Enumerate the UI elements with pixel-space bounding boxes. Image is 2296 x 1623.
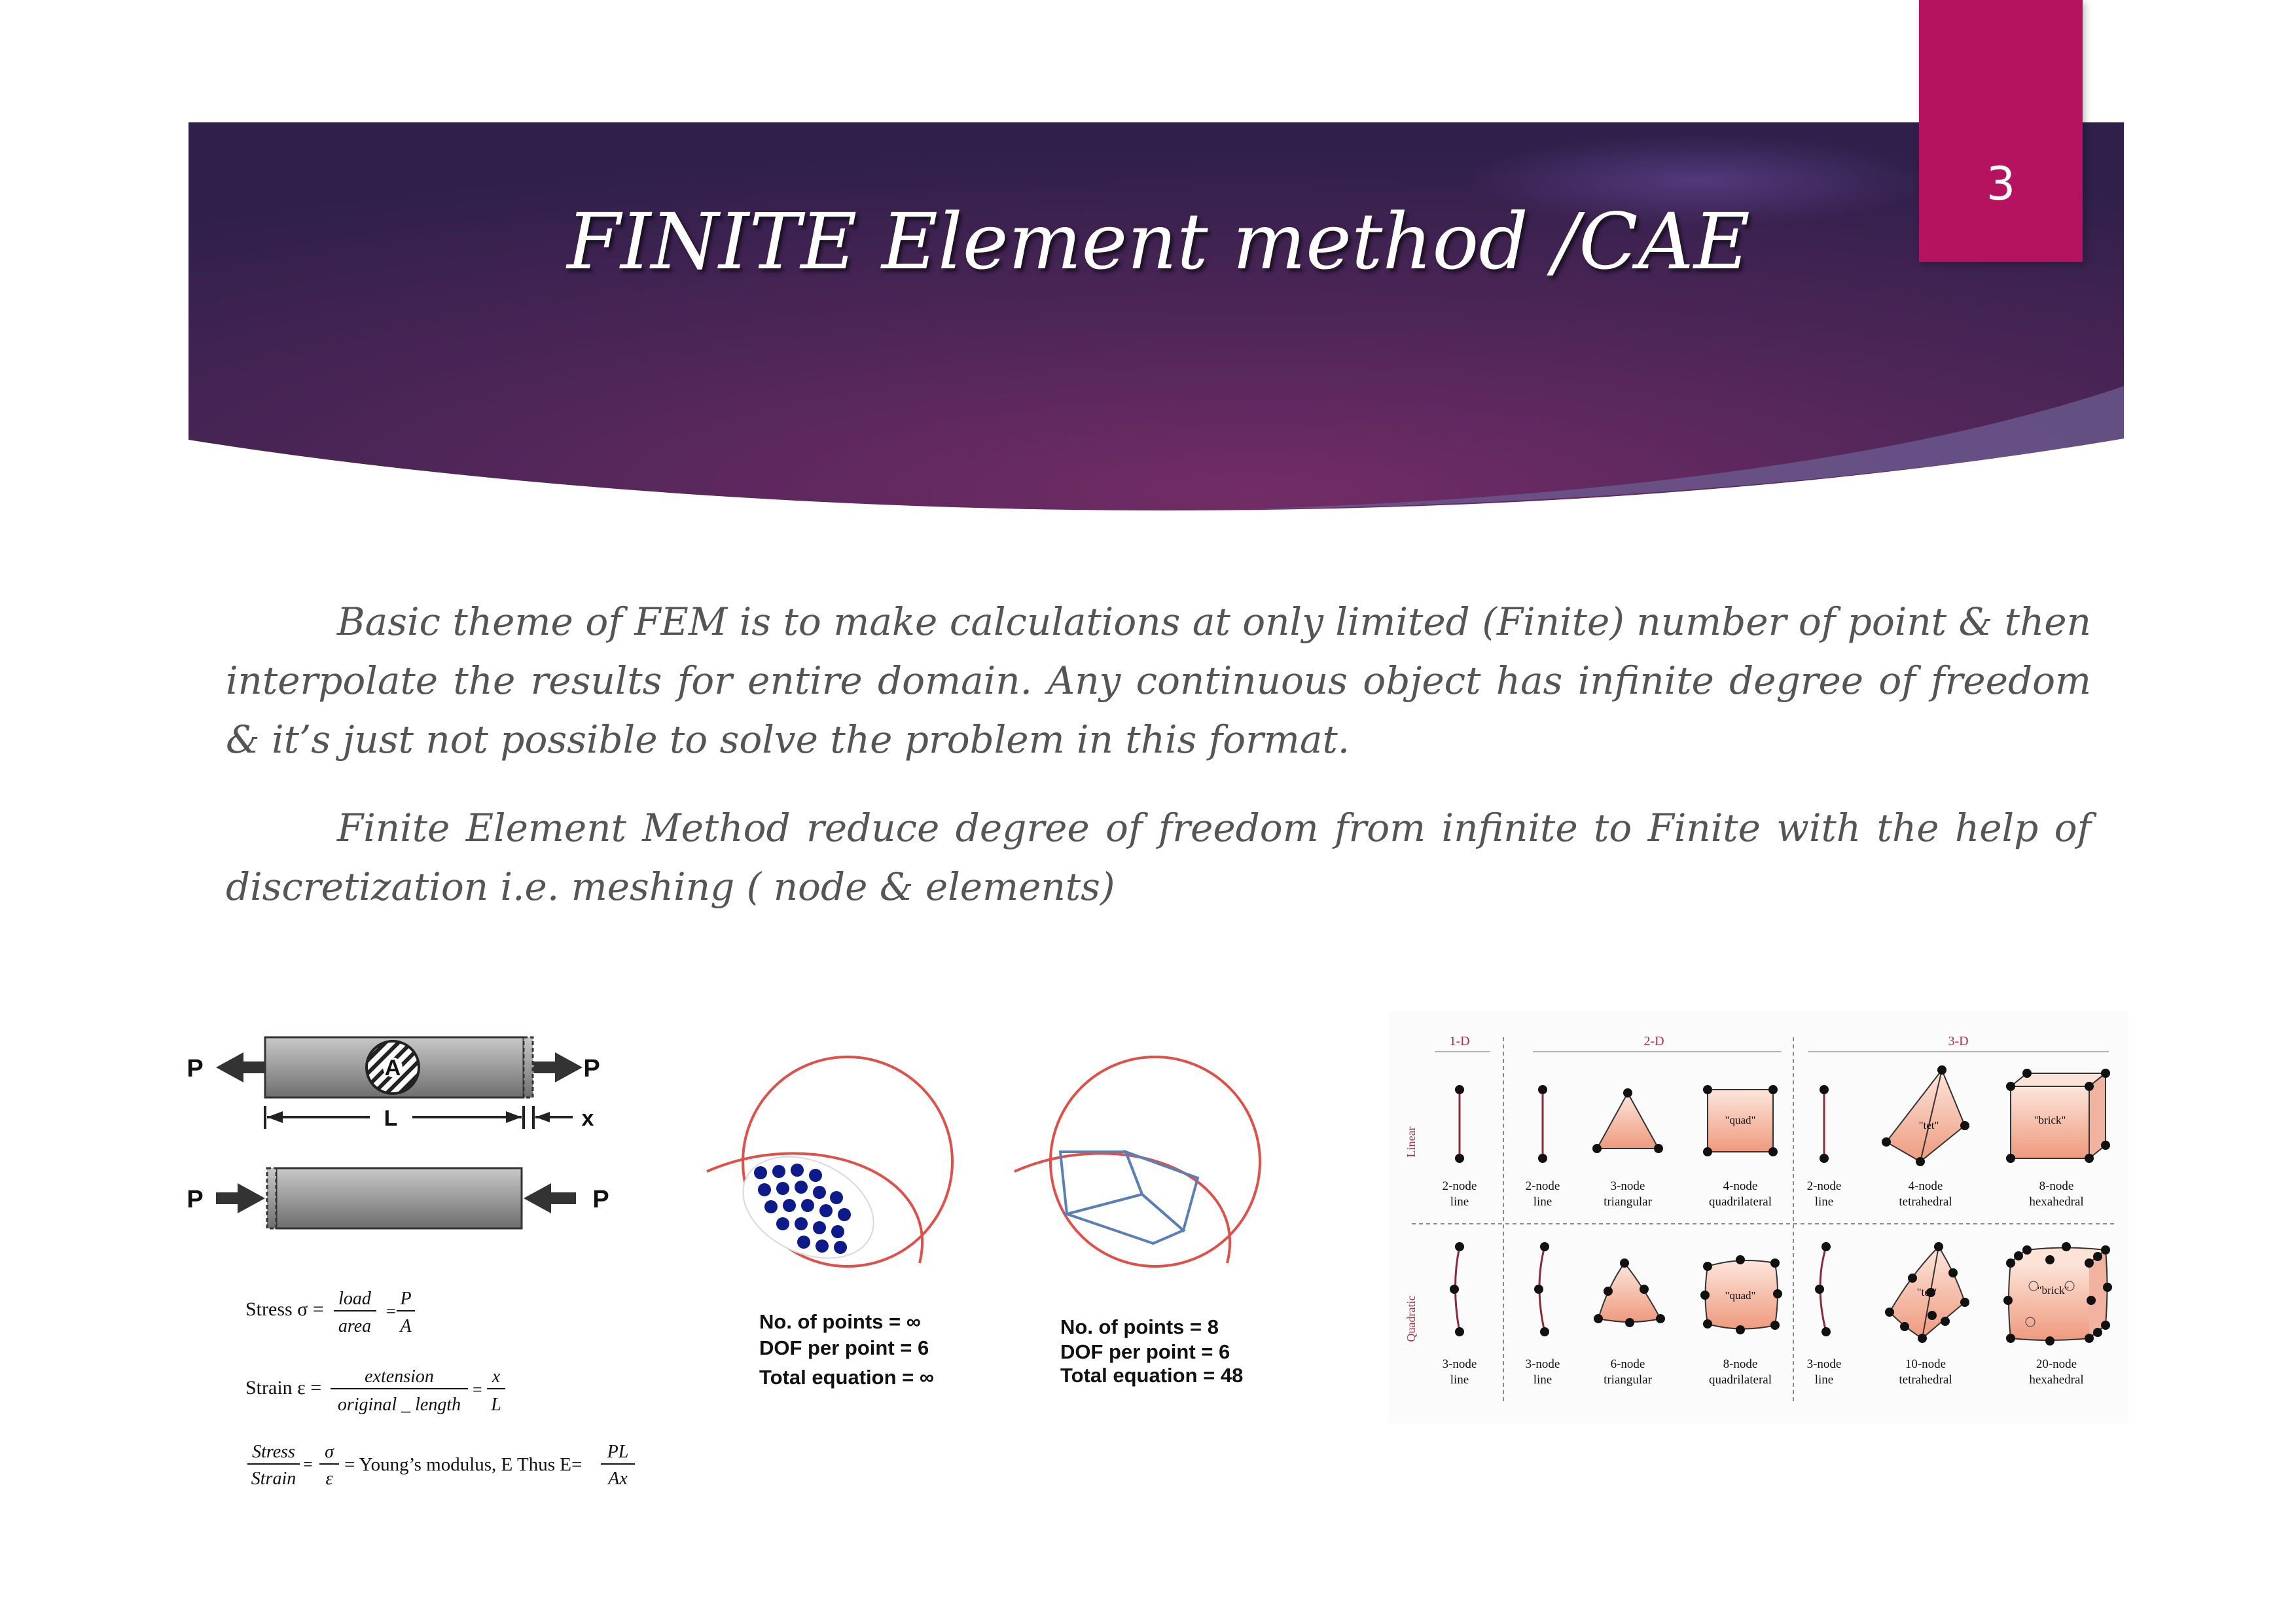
svg-text:"quad": "quad" xyxy=(1725,1114,1756,1126)
svg-text:hexahedral: hexahedral xyxy=(2029,1195,2084,1209)
svg-text:10-node: 10-node xyxy=(1905,1357,1946,1371)
svg-text:8-node: 8-node xyxy=(2039,1179,2074,1193)
mesh-elements xyxy=(1060,1152,1198,1243)
svg-text:2-node: 2-node xyxy=(1806,1179,1842,1193)
svg-text:3-node: 3-node xyxy=(1806,1357,1842,1371)
ym-numerator: Stress xyxy=(252,1442,295,1462)
svg-text:6-node: 6-node xyxy=(1610,1357,1645,1371)
force-arrow-right xyxy=(533,1052,583,1082)
stress-numerator-2: P xyxy=(400,1289,412,1309)
svg-text:line: line xyxy=(1533,1373,1552,1387)
stress-denominator-2: A xyxy=(400,1316,412,1336)
force-label: P xyxy=(187,1055,204,1082)
discrete-equations-text: Total equation = 48 xyxy=(1060,1364,1244,1387)
force-arrow-right xyxy=(524,1183,576,1213)
element-quadratic-3d-line xyxy=(1807,1242,1842,1387)
svg-text:tetrahedral: tetrahedral xyxy=(1899,1373,1952,1387)
element-linear-1d-line xyxy=(1443,1085,1477,1209)
length-label: L xyxy=(384,1106,398,1131)
force-arrow-left xyxy=(216,1052,265,1082)
svg-text:4-node: 4-node xyxy=(1723,1179,1758,1193)
stress-denominator: area xyxy=(338,1316,372,1336)
element-quadratic-1d-line xyxy=(1443,1242,1477,1387)
bar-tension-figure xyxy=(187,1037,600,1131)
svg-text:"brick": "brick" xyxy=(2034,1114,2066,1126)
svg-text:tetrahedral: tetrahedral xyxy=(1899,1195,1952,1209)
area-label: A xyxy=(384,1056,401,1080)
bar-compression-figure xyxy=(187,1168,609,1228)
header-2d: 2-D xyxy=(1643,1034,1664,1048)
element-quadratic-brick xyxy=(2003,1242,2112,1387)
svg-text:"tet": "tet" xyxy=(1918,1119,1939,1132)
element-linear-3d-line xyxy=(1807,1085,1842,1209)
element-linear-quad xyxy=(1703,1085,1778,1209)
row-label-linear: Linear xyxy=(1405,1126,1418,1158)
svg-text:triangular: triangular xyxy=(1604,1195,1652,1209)
svg-text:3-node: 3-node xyxy=(1442,1357,1477,1371)
header-3d: 3-D xyxy=(1948,1034,1969,1048)
svg-text:"quad": "quad" xyxy=(1725,1289,1756,1302)
stress-numerator: load xyxy=(338,1289,371,1309)
element-linear-brick xyxy=(2006,1069,2110,1209)
force-label: P xyxy=(583,1055,600,1082)
discrete-points-text: No. of points = 8 xyxy=(1060,1315,1219,1338)
svg-text:quadrilateral: quadrilateral xyxy=(1708,1373,1772,1387)
stress-strain-equations xyxy=(245,1289,635,1489)
discrete-dof-text: DOF per point = 6 xyxy=(1060,1340,1230,1363)
element-linear-triangle xyxy=(1592,1088,1663,1209)
element-quadratic-triangle xyxy=(1594,1258,1665,1387)
continuous-domain-figure xyxy=(707,1057,952,1389)
svg-text:8-node: 8-node xyxy=(1723,1357,1758,1371)
svg-text:3-node: 3-node xyxy=(1525,1357,1560,1371)
strain-label: Strain ε = xyxy=(245,1377,322,1399)
continuous-points-text: No. of points = ∞ xyxy=(759,1310,921,1333)
element-types-figure xyxy=(1389,1011,2128,1423)
force-arrow-left xyxy=(216,1183,265,1213)
svg-text:2-node: 2-node xyxy=(1525,1179,1560,1193)
paragraph-text: Finite Element Method reduce degree of freedom from infinite to Finite with the help of discretization i.e. meshing ( node & elements) xyxy=(226,806,2091,909)
slide-title: FINITE Element method /CAE xyxy=(567,196,1750,287)
row-label-quadratic: Quadratic xyxy=(1405,1295,1418,1342)
svg-text:line: line xyxy=(1533,1195,1552,1209)
page-number: 3 xyxy=(1986,157,2016,211)
ym-numerator-3: PL xyxy=(607,1442,629,1462)
stress-label: Stress σ = xyxy=(245,1298,324,1320)
svg-text:line: line xyxy=(1814,1195,1834,1209)
youngs-modulus-text: = Young’s modulus, E Thus E= xyxy=(344,1454,583,1475)
svg-text:line: line xyxy=(1814,1373,1834,1387)
element-quadratic-tet xyxy=(1885,1242,1969,1387)
svg-text:=: = xyxy=(303,1455,313,1474)
extension-label: x xyxy=(581,1106,594,1131)
force-label: P xyxy=(187,1186,204,1213)
ym-numerator-2: σ xyxy=(325,1442,334,1462)
svg-text:4-node: 4-node xyxy=(1908,1179,1943,1193)
strain-numerator: extension xyxy=(365,1366,434,1387)
element-linear-tet xyxy=(1882,1065,1969,1209)
ym-denominator-3: Ax xyxy=(608,1469,628,1489)
svg-text:hexahedral: hexahedral xyxy=(2029,1373,2084,1387)
element-linear-2d-line xyxy=(1526,1085,1560,1209)
svg-text:20-node: 20-node xyxy=(2036,1357,2077,1371)
element-quadratic-quad xyxy=(1700,1255,1782,1387)
svg-text:quadrilateral: quadrilateral xyxy=(1708,1195,1772,1209)
paragraph-text: Basic theme of FEM is to make calculations at only limited (Finite) number of point & then interpolate the results for entire domain. Any continuous object has infinite degree of freedom & it’s just not possible to solve the problem in this format. xyxy=(226,599,2091,762)
svg-text:=: = xyxy=(473,1380,482,1399)
svg-text:2-node: 2-node xyxy=(1442,1179,1477,1193)
svg-text:line: line xyxy=(1450,1195,1469,1209)
header-1d: 1-D xyxy=(1449,1034,1470,1048)
strain-denominator: original _ length xyxy=(337,1395,461,1415)
element-quadratic-2d-line xyxy=(1526,1242,1560,1387)
ym-denominator-2: ε xyxy=(325,1469,333,1489)
svg-text:"brick": "brick" xyxy=(2037,1284,2070,1296)
strain-denominator-2: L xyxy=(491,1395,501,1415)
svg-text:=: = xyxy=(386,1302,396,1321)
svg-text:3-node: 3-node xyxy=(1610,1179,1645,1193)
svg-text:triangular: triangular xyxy=(1604,1373,1652,1387)
force-label: P xyxy=(592,1186,609,1213)
ym-denominator: Strain xyxy=(251,1469,296,1489)
continuous-dof-text: DOF per point = 6 xyxy=(759,1336,929,1359)
strain-numerator-2: x xyxy=(492,1366,501,1387)
svg-text:"tet": "tet" xyxy=(1916,1286,1937,1298)
svg-text:line: line xyxy=(1450,1373,1469,1387)
continuous-equations-text: Total equation = ∞ xyxy=(759,1366,934,1389)
discrete-mesh-figure xyxy=(1014,1057,1260,1387)
